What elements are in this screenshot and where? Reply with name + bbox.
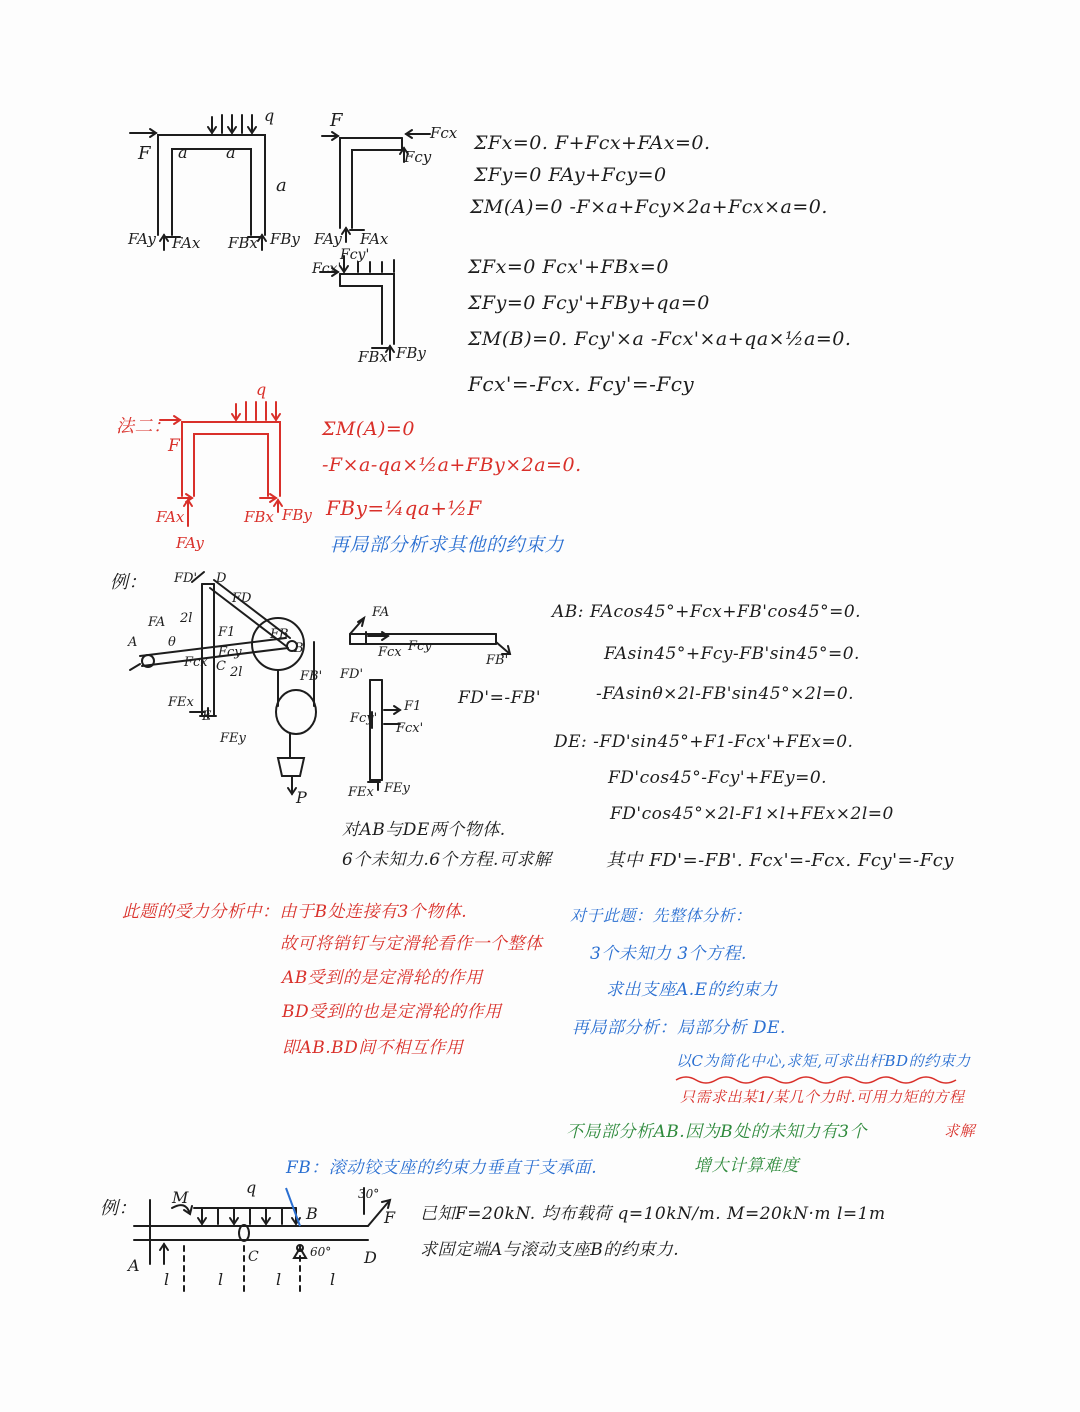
method2-frame-diagram	[160, 390, 320, 550]
ex2-de-label-FD-p: FD'	[340, 667, 364, 682]
method2-label-FBx: FBx	[244, 508, 274, 526]
ex2-label-FEy: FEy	[220, 731, 246, 746]
ex2-label-theta: θ	[168, 635, 176, 650]
red-note-3: AB受到的是定滑轮的作用	[282, 968, 483, 988]
ex3-label: 例：	[100, 1198, 137, 1219]
ex2-label-D: D	[216, 571, 227, 586]
ex3-label-l2: l	[218, 1270, 224, 1289]
ex3-label-C: C	[248, 1249, 259, 1265]
ex3-label-B: B	[306, 1204, 318, 1223]
ex2-label-FD-p: FD'	[174, 571, 198, 586]
ex3-label-F: F	[384, 1208, 396, 1227]
fig1b-label-Fcy: Fcy	[404, 148, 432, 166]
ex3-label-l3: l	[276, 1270, 282, 1289]
blue-note-2: 3个未知力 3个方程.	[590, 944, 747, 964]
fig1-label-a-mid: a	[226, 143, 236, 162]
ex2-label-Fcx: Fcx	[184, 655, 208, 670]
ex2-de-eq3: FD'cos45°×2l-F1×l+FEx×2l=0	[610, 804, 894, 824]
fig1b-label-FAy: FAy	[314, 230, 342, 248]
blue-note-1: 对于此题：先整体分析：	[570, 906, 752, 925]
red-note-5: 即AB.BD间不相互作用	[282, 1038, 464, 1058]
red-note-4: BD受到的也是定滑轮的作用	[282, 1002, 502, 1022]
eq2-line2: ΣFy=0 Fcy'+FBy+qa=0	[468, 292, 710, 314]
ex2-label-A: A	[128, 635, 138, 650]
ex2-ab-eq3: -FAsinθ×2l-FB'sin45°×2l=0.	[596, 684, 855, 704]
ex2-de-label-F1: F1	[404, 699, 422, 714]
fig1-label-FBy: FBy	[270, 230, 300, 248]
ex2-de-label-FEx: FEx	[348, 785, 374, 800]
ex2-note1: 对AB与DE两个物体.	[342, 820, 506, 840]
ex2-ab-label-FB-p: FB'	[486, 653, 509, 668]
ex2-label-2l: 2l	[180, 611, 193, 626]
ex2-note2: 6个未知力.6个方程.可求解	[342, 850, 552, 870]
ex2-relation: FD'=-FB'	[458, 688, 542, 708]
ex3-label-M: M	[172, 1188, 189, 1207]
ex3-label-l4: l	[330, 1270, 336, 1289]
ex2-structure-diagram	[118, 566, 338, 816]
ex2-label-F1: F1	[218, 625, 236, 640]
ex2-ab-eq2: FAsin45°+Fcy-FB'sin45°=0.	[604, 644, 860, 664]
fig1-label-FAy: FAy	[128, 230, 156, 248]
ex2-label-Fcy: Fcy	[218, 645, 242, 660]
fig1c-label-FBy: FBy	[396, 344, 426, 362]
blue-note-5: 以C为简化中心,求矩,可求出杆BD的约束力	[676, 1052, 971, 1070]
ex2-de-label-Fcy-p: Fcy'	[350, 711, 378, 726]
ex2-label-FEx: FEx	[168, 695, 194, 710]
ex2-ab-fbd	[340, 596, 510, 666]
ex2-ab-label-FA: FA	[372, 605, 390, 620]
ex3-label-D: D	[364, 1248, 377, 1267]
ex2-ab-label-Fcy: Fcy	[408, 639, 432, 654]
eq2-line1: ΣFx=0 Fcx'+FBx=0	[468, 256, 669, 278]
ex2-de-label-Fcx-p: Fcx'	[396, 721, 424, 736]
ex2-ab-label-Fcx: Fcx	[378, 645, 402, 660]
green-note-1: 不局部分析AB.因为B处的未知力有3个	[566, 1122, 867, 1142]
method2-eq2: -F×a-qa×½a+FBy×2a=0.	[322, 454, 582, 476]
eq2-line3: ΣM(B)=0. Fcy'×a -Fcx'×a+qa×½a=0.	[468, 328, 852, 350]
red-note-2: 故可将销钉与定滑轮看作一个整体	[280, 934, 543, 954]
ex3-fb-note: FB：滚动铰支座的约束力垂直于支承面.	[286, 1158, 598, 1178]
fig1-label-q: q	[264, 106, 275, 125]
ex3-ask: 求固定端A与滚动支座B的约束力.	[420, 1240, 680, 1260]
fig1b-label-FAx: FAx	[360, 230, 389, 248]
ex2-de-eq2: FD'cos45°-Fcy'+FEy=0.	[608, 768, 828, 788]
fig1-label-a-left: a	[178, 143, 188, 162]
ex2-relation2: 其中 FD'=-FB'. Fcx'=-Fcx. Fcy'=-Fcy	[606, 850, 954, 871]
ex3-label-A: A	[128, 1256, 140, 1275]
method2-label-FAy: FAy	[176, 534, 204, 552]
green-note-2: 增大计算难度	[694, 1156, 799, 1176]
fig1c-label-Fcx-p: Fcx'	[312, 261, 342, 277]
fig1-label-F: F	[138, 143, 151, 164]
blue-note-3: 求出支座A.E的约束力	[606, 980, 778, 1000]
ex2-label-B: B	[294, 641, 304, 656]
ex2-label-FB-p: FB'	[300, 669, 323, 684]
method2-note: 再局部分析求其他的约束力	[330, 534, 565, 556]
ex3-label-l1: l	[164, 1270, 170, 1289]
fig1-label-a-height: a	[276, 175, 287, 196]
ex2-de-eq1: DE: -FD'sin45°+F1-Fcx'+FEx=0.	[554, 732, 854, 752]
eq1-line3: ΣM(A)=0 -F×a+Fcy×2a+Fcx×a=0.	[470, 196, 828, 218]
method2-eq3: FBy=¼qa+½F	[326, 496, 482, 520]
ex2-label-FD: FD	[232, 591, 252, 606]
red-underline-squiggle	[676, 1074, 966, 1086]
method2-title: 法二：	[116, 416, 172, 437]
eq1-line1: ΣFx=0. F+Fcx+FAx=0.	[474, 132, 711, 154]
ex3-label-60: 60°	[310, 1245, 332, 1259]
eq2-line4: Fcx'=-Fcx. Fcy'=-Fcy	[468, 372, 695, 396]
ex2-label-C: C	[216, 659, 226, 674]
method2-eq1: ΣM(A)=0	[322, 418, 415, 440]
fig1-label-FAx: FAx	[172, 234, 201, 252]
method2-label-FAx: FAx	[156, 508, 185, 526]
red-note-1: 此题的受力分析中：由于B处连接有3个物体.	[122, 902, 468, 922]
ex3-given: 已知F=20kN. 均布载荷 q=10kN/m. M=20kN·m l=1m	[420, 1204, 886, 1224]
ex3-label-q: q	[246, 1178, 257, 1197]
ex2-de-label-FEy: FEy	[384, 781, 410, 796]
fig1c-label-Fcy-p: Fcy'	[340, 247, 370, 263]
ex2-label-2l-b: 2l	[230, 665, 243, 680]
fig1c-label-FBx: FBx	[358, 348, 388, 366]
fig1b-label-Fcx: Fcx	[430, 124, 458, 142]
ex2-ab-eq1: AB: FAcos45°+Fcx+FB'cos45°=0.	[552, 602, 862, 622]
method2-label-F: F	[168, 436, 180, 456]
ex3-label-30: 30°	[358, 1187, 380, 1201]
method2-label-FBy: FBy	[282, 506, 312, 524]
red-note-force-eq: 只需求出某1/某几个力时.可用力矩的方程	[680, 1088, 965, 1106]
ex2-label-FB: FB	[270, 627, 289, 642]
ex2-label: 例：	[110, 572, 147, 593]
fig1-label-FBx: FBx	[228, 234, 258, 252]
ex2-label-FA: FA	[148, 615, 166, 630]
ex2-label-P: P	[296, 788, 307, 807]
fig1b-label-F: F	[330, 110, 343, 131]
eq1-line2: ΣFy=0 FAy+Fcy=0	[474, 164, 667, 186]
red-note-solve: 求解	[944, 1122, 976, 1140]
blue-note-4: 再局部分析：局部分析 DE.	[572, 1018, 786, 1038]
method2-label-q: q	[256, 380, 267, 399]
ex2-label-E: E	[202, 709, 212, 724]
